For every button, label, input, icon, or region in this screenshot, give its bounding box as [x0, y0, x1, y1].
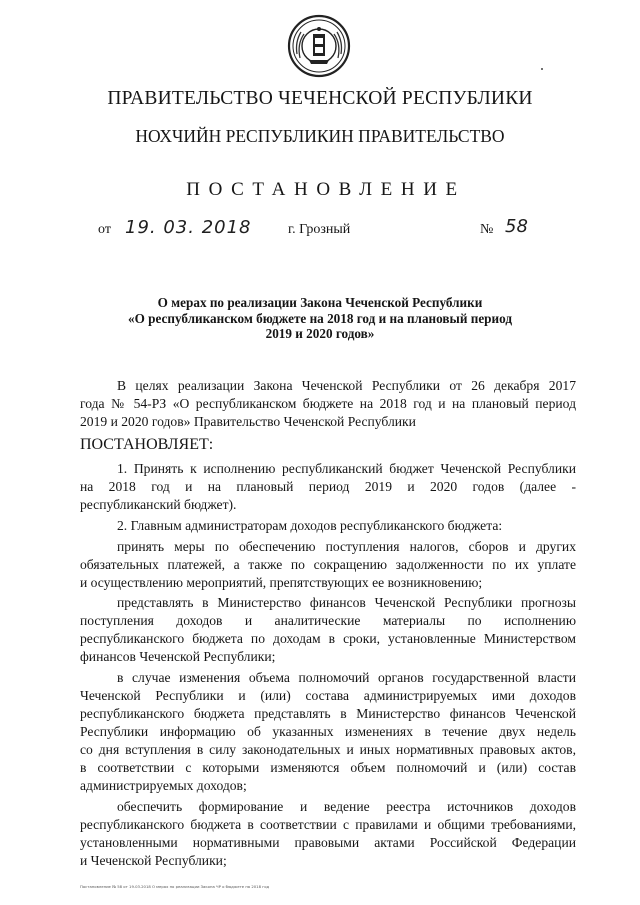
body-line: в соответствии с которыми изменяются объем полномочий и (или) состав [80, 760, 576, 775]
body-line: 1. Принять к исполнению республиканский бюджет Чеченской Республики [117, 461, 576, 476]
body-line: поступления доходов и аналитические материалы по исполнению [80, 613, 576, 628]
title-line: 2019 и 2020 годов» [265, 326, 375, 341]
number-handwritten: 58 [505, 216, 528, 237]
title-line: «О республиканском бюджете на 2018 год и на плановый период [128, 310, 512, 326]
body-line: и Чеченской Республики; [80, 853, 227, 868]
body-line: принять меры по обеспечению поступления налогов, сборов и других [117, 539, 576, 554]
body-line: В целях реализации Закона Чеченской Республики от 26 декабря 2017 [117, 378, 576, 393]
title-line: О мерах по реализации Закона Чеченской Республики [157, 295, 483, 310]
body-line: 2. Главным администраторам доходов республиканского бюджета: [117, 518, 503, 533]
body-line: финансов Чеченской Республики; [80, 649, 276, 664]
body-line: 2019 и 2020 годов» Правительство Чеченской Республики [80, 414, 416, 429]
body-line: представлять в Министерство финансов Чеченской Республики прогнозы [117, 595, 576, 610]
body-line: республиканский бюджет). [80, 497, 237, 512]
body-line: со дня вступления в силу законодательных и иных нормативных правовых актов, [80, 742, 576, 757]
body-line: в случае изменения объема полномочий органов государственной власти [117, 670, 576, 685]
coat-of-arms-emblem-icon [287, 14, 351, 78]
body-line: года № 54-РЗ «О республиканском бюджете на 2018 год и на плановый период [80, 396, 576, 411]
number-prefix: № [480, 222, 494, 237]
body-line: республиканского бюджета в соответствии с правилами и общими требованиями, [80, 817, 576, 832]
body-line: обеспечить формирование и ведение реестра источников доходов [117, 799, 576, 814]
body-line: на 2018 год и на плановый период 2019 и 2020 годов (далее - [80, 479, 576, 494]
body-line: республиканского бюджета представлять в Министерство финансов Чеченской [80, 706, 576, 721]
scan-speck [541, 68, 543, 70]
government-name-russian: ПРАВИТЕЛЬСТВО ЧЕЧЕНСКОЙ РЕСПУБЛИКИ [107, 88, 533, 109]
footer-note: Постановление № 58 от 19.03.2018 О мерах по реализации Закона ЧР о бюджете на 2018 год [80, 884, 270, 889]
body-line: установленными нормативными правовыми актами Российской Федерации [80, 835, 576, 850]
city-name: г. Грозный [288, 222, 351, 237]
resolution-title [80, 295, 560, 342]
body-line: и осуществлению мероприятий, препятствующих ее возникновению; [80, 575, 483, 590]
body-line: республиканского бюджета по доходам в сроки, установленные Министерством [80, 631, 576, 646]
resolves-heading: ПОСТАНОВЛЯЕТ: [80, 436, 214, 453]
document-type-heading: ПОСТАНОВЛЕНИЕ [186, 179, 466, 200]
body-line: обязательных платежей, а также по сокращению задолженности по их уплате [80, 557, 576, 572]
body-line: Республики информацию об указанных изменениях в течение двух недель [80, 724, 576, 739]
body-line: Чеченской Республики и (или) состава администрируемых ими доходов [80, 688, 576, 703]
date-prefix: от [98, 222, 111, 237]
government-name-chechen: НОХЧИЙН РЕСПУБЛИКИН ПРАВИТЕЛЬСТВО [135, 126, 505, 146]
date-handwritten: 19. 03. 2018 [125, 217, 252, 238]
body-line: администрируемых доходов; [80, 778, 247, 793]
